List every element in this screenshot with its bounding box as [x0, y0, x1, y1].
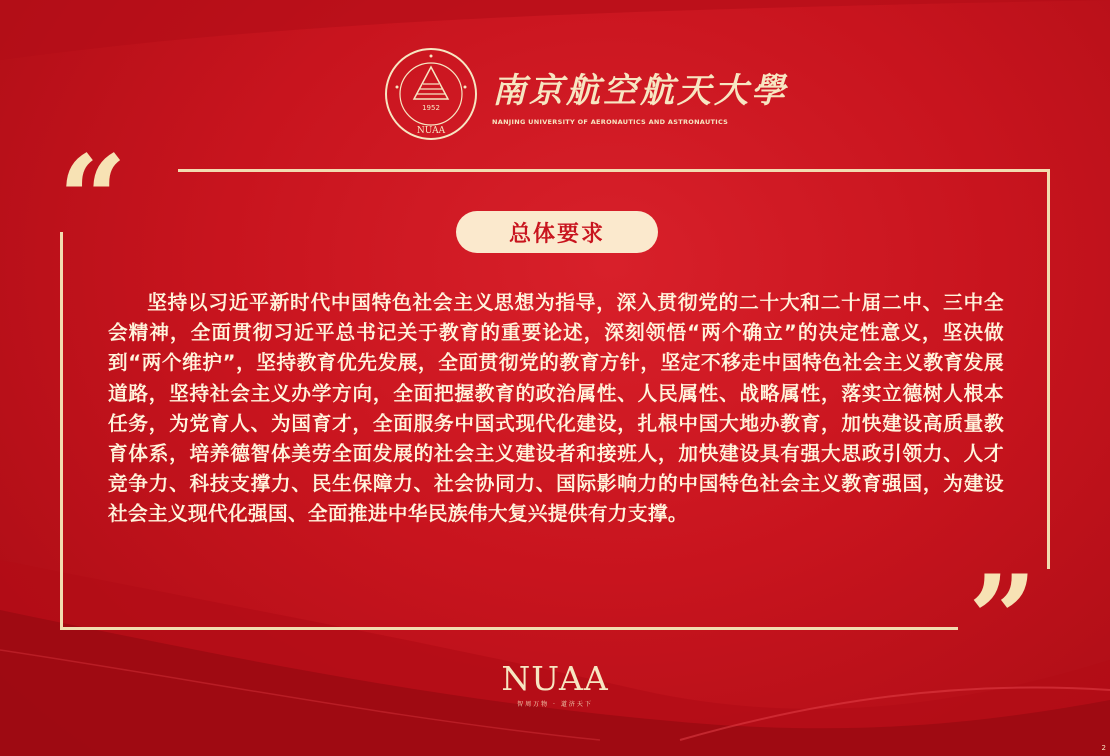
open-quote-icon: “	[58, 129, 128, 270]
page-number: 2	[1101, 744, 1106, 752]
frame-top	[178, 169, 1050, 172]
frame-left	[60, 232, 63, 630]
university-name-cn: 南京航空航天大學	[492, 70, 788, 111]
university-name	[492, 63, 788, 126]
section-body: 坚持以习近平新时代中国特色社会主义思想为指导，深入贯彻党的二十大和二十届二中、三中全会精神，全面贯彻习近平总书记关于教育的重要论述，深刻领悟“两个确立”的决定性意义，坚决做到“两个维护”，坚持教育优先发展，全面贯彻党的教育方针，坚定不移走中国特色社会主义教育发展道路，坚持社会主义办学方向，全面把握教育的政治属性、人民属性、战略属性，落实立德树人根本任务，为党育人、为国育才，全面服务中国式现代化建设，扎根中国大地办教育，加快建设高质量教育体系，培养德智体美劳全面发展的社会主义建设者和接班人，加快建设具有强大思政引领力、人才竞争力、科技支撑力、民生保障力、社会协同力、国际影响力的中国特色社会主义教育强国，为建设社会主义现代化强国、全面推进中华民族伟大复兴提供有力支撑。	[108, 291, 1004, 526]
university-name-en: NANJING UNIVERSITY OF AERONAUTICS AND ASTRONAUTICS	[492, 117, 729, 126]
seal-abbr: NUAA	[416, 126, 446, 136]
university-seal-icon	[384, 47, 478, 141]
close-quote-icon: ”	[968, 549, 1038, 690]
university-logo	[384, 46, 788, 142]
seal-year: 1952	[422, 104, 440, 112]
footer-logo	[480, 659, 630, 708]
frame-bottom	[60, 627, 958, 630]
footer-motto: 智周万物 · 道济天下	[517, 701, 593, 708]
frame-right	[1047, 169, 1050, 569]
section-title: 总体要求	[456, 211, 658, 253]
footer-logo-text: NUAA	[501, 659, 609, 698]
